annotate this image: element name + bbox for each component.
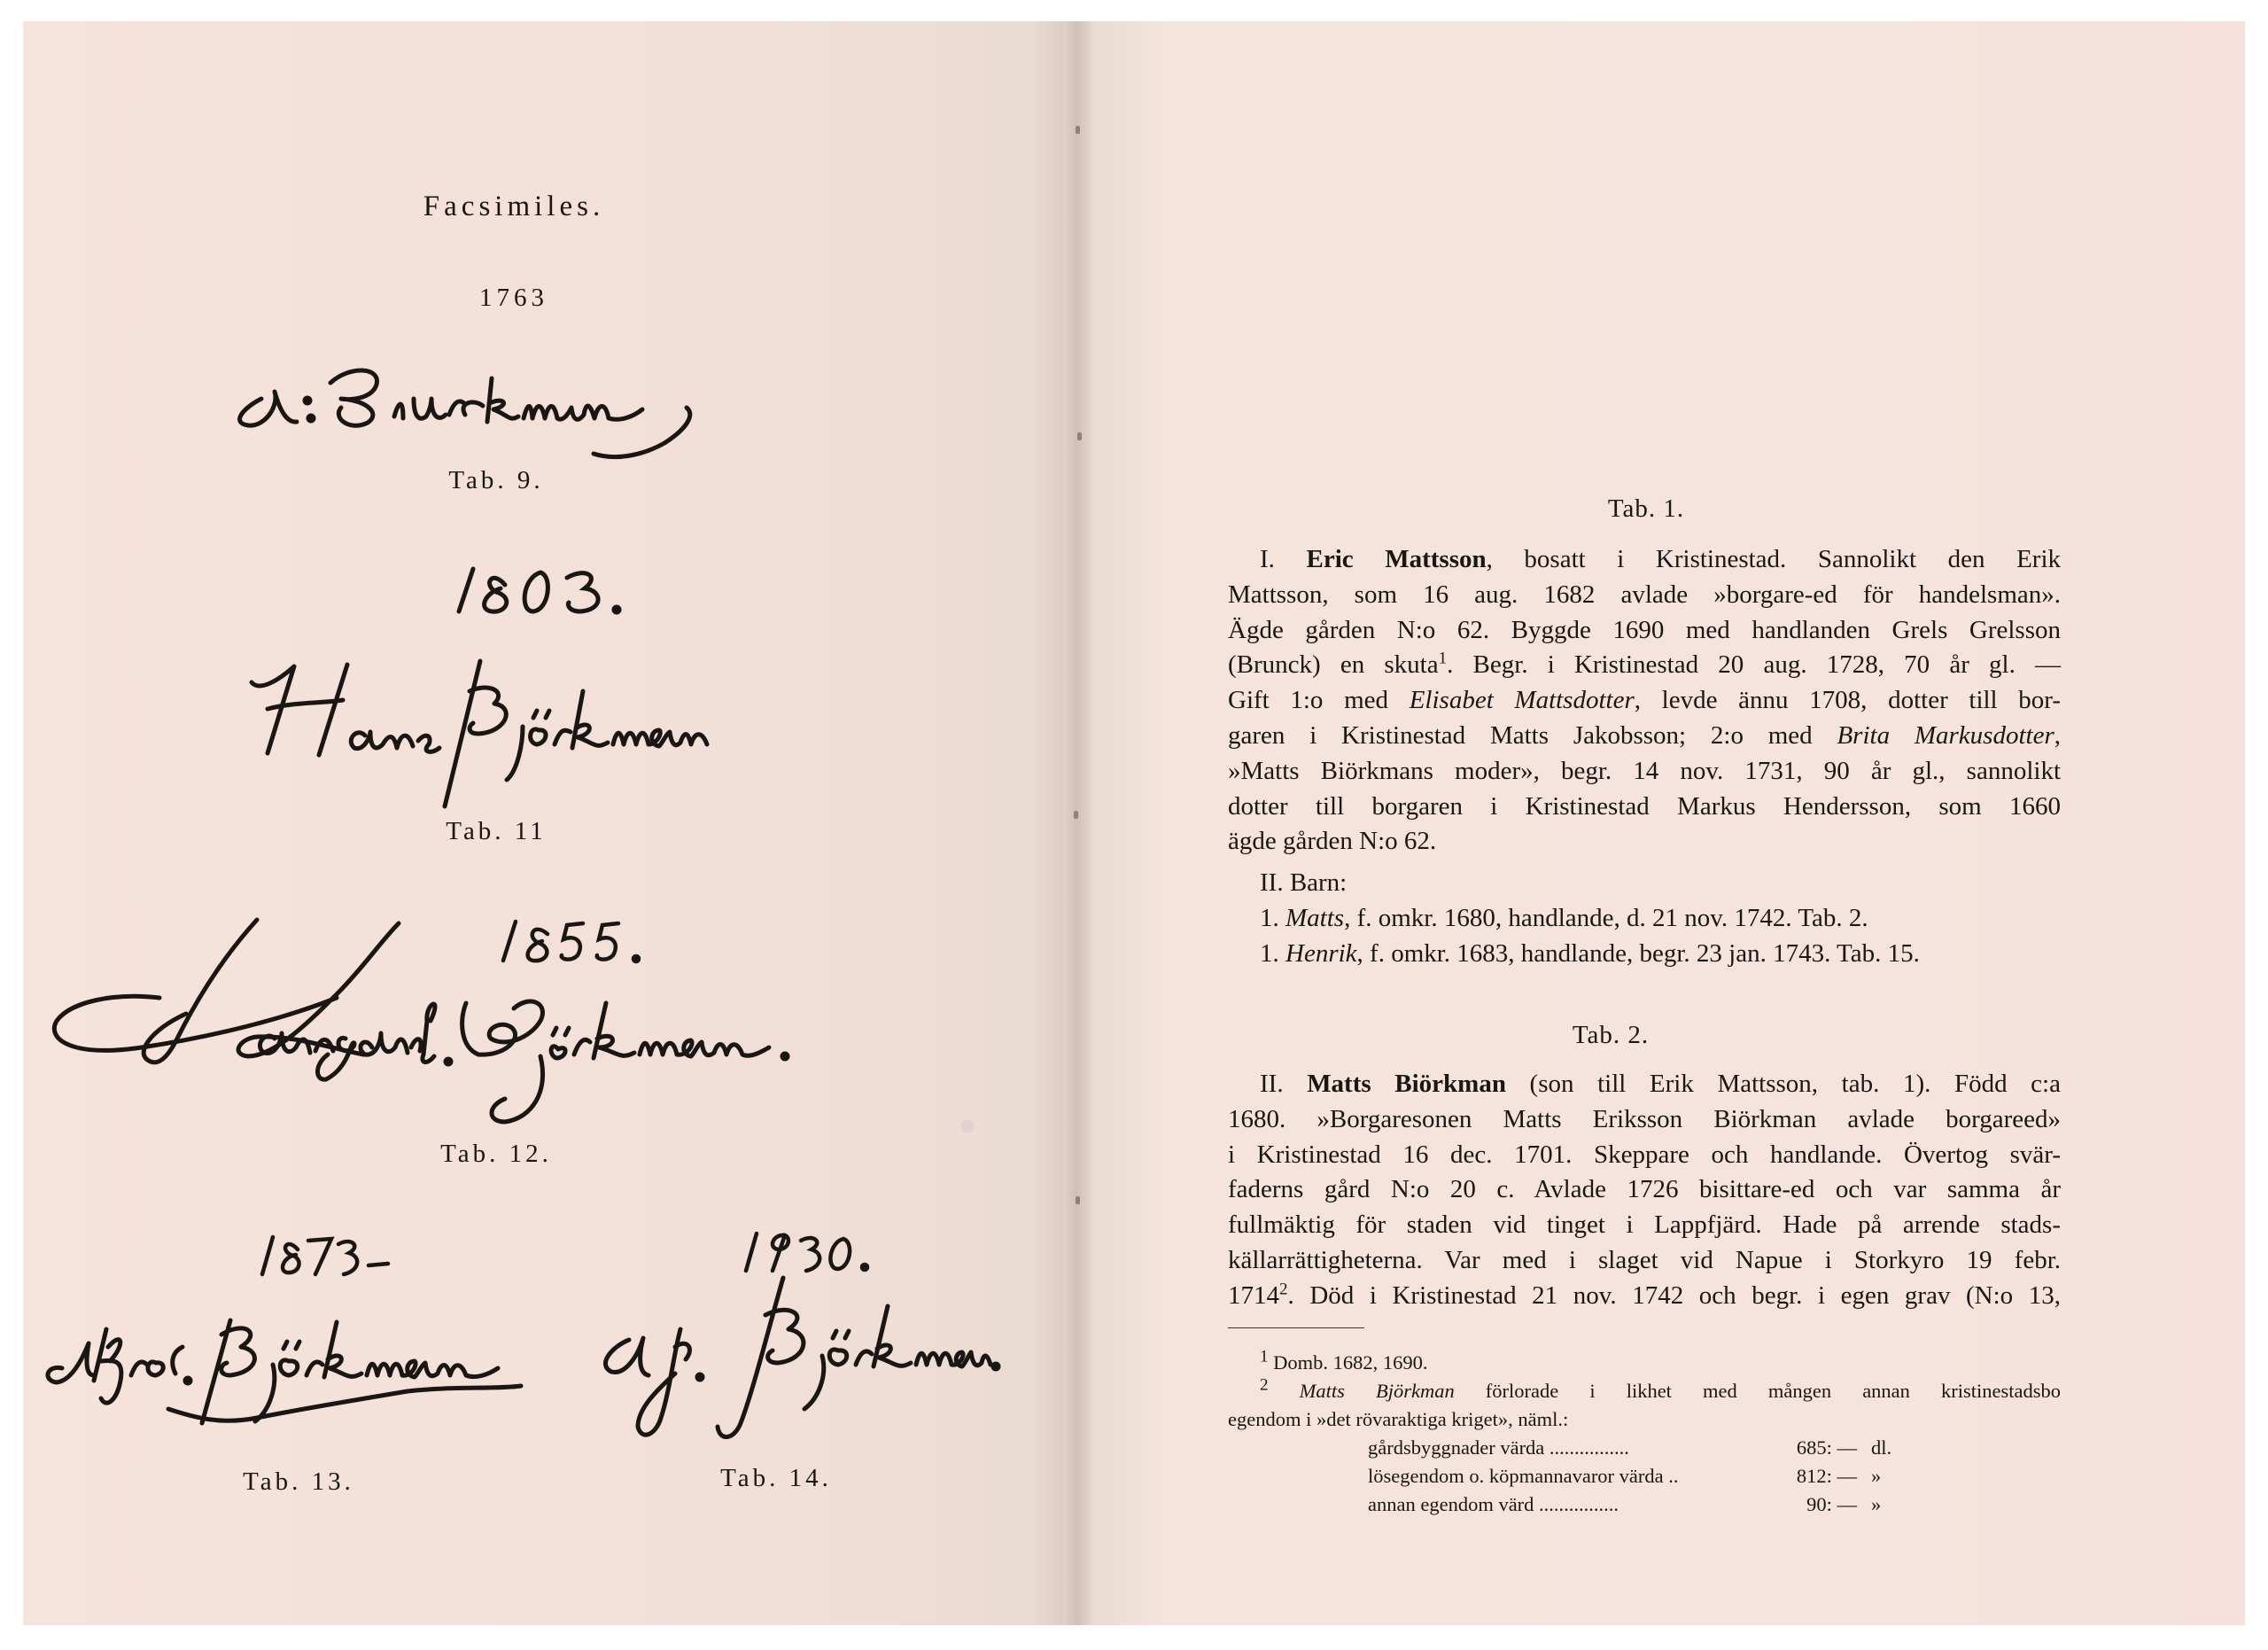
binding-stitch — [1077, 432, 1082, 440]
row-label: gårdsbyggnader värda ................ — [1368, 1436, 1629, 1459]
binding-stitch — [1076, 1196, 1080, 1204]
footnote-mark: 2 — [1260, 1375, 1269, 1395]
signature-tab11 — [241, 656, 773, 824]
item-number: 1. — [1260, 939, 1279, 968]
row-label: lösegendom o. köpmannavaror värda .. — [1368, 1465, 1679, 1487]
text-line: , levde ännu 1708, dotter till bor- — [1634, 686, 2062, 715]
caption-tab12: Tab. 12. — [440, 1140, 552, 1168]
table-row — [1368, 1490, 1917, 1519]
text-line: fullmäktig för staden vid tinget i Lappfjärd. Hade på arrende stads- — [1228, 1210, 2061, 1240]
person-name: Brita Markusdotter — [1837, 720, 2054, 750]
text-line: Gift 1:o med — [1228, 686, 1410, 715]
person-name: Matts — [1285, 904, 1345, 932]
text-line: »Matts Biörkmans moder», begr. 14 nov. 1731, 90 år gl., sannolikt — [1228, 756, 2061, 785]
children-heading: II. Barn: — [1260, 868, 1348, 897]
footnote-rule — [1228, 1327, 1364, 1328]
row-label: annan egendom värd ................ — [1368, 1493, 1619, 1515]
signature-year-1803 — [452, 558, 647, 629]
person-name: Elisabet Mattsdotter — [1409, 686, 1635, 715]
row-unit: dl. — [1871, 1436, 1892, 1459]
text-line: , — [2054, 720, 2061, 750]
paragraph-tab2 — [1228, 1067, 2061, 1314]
footnote-ref: 2 — [1279, 1280, 1288, 1299]
row-amount: 90: — — [1806, 1493, 1857, 1515]
table-row — [1368, 1434, 1917, 1462]
item-text: , f. omkr. 1680, handlande, d. 21 nov. 1742. Tab. 2. — [1344, 904, 1868, 932]
caption-tab13: Tab. 13. — [243, 1467, 354, 1496]
text-line: dotter till borgaren i Kristinestad Markus Hendersson, som 1660 — [1228, 791, 2061, 821]
footnote-ref: 1 — [1438, 649, 1448, 668]
footnote-text: Domb. 1682, 1690. — [1273, 1351, 1428, 1374]
text-line: Ägde gården N:o 62. Byggde 1690 med handlanden Grels Grelsson — [1228, 615, 2061, 644]
list-item — [1228, 900, 1920, 936]
text-line: . Död i Kristinestad 21 nov. 1742 och begr. i egen grav (N:o 13, — [1287, 1280, 2061, 1310]
book-gutter — [1063, 21, 1093, 1625]
paragraph-tab1 — [1228, 542, 2061, 860]
text-line: 1680. »Borgaresonen Matts Eriksson Biörkman avlade borgareed» — [1228, 1104, 2061, 1133]
caption-tab11: Tab. 11 — [446, 817, 547, 845]
signature-tab13 — [35, 1276, 567, 1453]
row-amount: 812: — — [1796, 1465, 1857, 1487]
item-number: 1. — [1260, 904, 1279, 932]
caption-tab9: Tab. 9. — [448, 466, 544, 494]
text-line: (son till Erik Mattsson, tab. 1). Född c:a — [1505, 1070, 2061, 1098]
text-line: 1714 — [1228, 1280, 1279, 1310]
row-amount: 685: — — [1796, 1436, 1857, 1459]
person-name: Matts Biörkman — [1307, 1070, 1506, 1098]
text-line: Mattsson, som 16 aug. 1682 avlade »borgare-ed för handelsman». — [1228, 580, 2061, 609]
footnotes — [1228, 1349, 2061, 1434]
heading-tab2: Tab. 2. — [1572, 1021, 1650, 1049]
binding-stitch — [1076, 126, 1080, 134]
binding-stitch — [1074, 811, 1078, 819]
children-list — [1228, 865, 1920, 971]
person-name: Matts Björkman — [1299, 1380, 1455, 1402]
person-name: Eric Mattsson — [1306, 545, 1487, 573]
text-line: , bosatt i Kristinestad. Sannolikt den Erik — [1486, 545, 2061, 573]
signature-year-1873 — [257, 1230, 399, 1283]
text-line: garen i Kristinestad Matts Jakobsson; 2:o med — [1228, 720, 1837, 750]
item-text: , f. omkr. 1683, handlande, begr. 23 jan. 1743. Tab. 15. — [1356, 939, 1920, 968]
signature-tab14 — [576, 1267, 1001, 1453]
list-item — [1228, 936, 1920, 971]
table-row — [1368, 1462, 1917, 1490]
text-line: . Begr. i Kristinestad 20 aug. 1728, 70 år gl. — — [1447, 650, 2061, 680]
paper-spot — [960, 1120, 975, 1132]
text-line: faderns gård N:o 20 c. Avlade 1726 bisittare-ed och var samma år — [1228, 1175, 2061, 1204]
text-line: ägde gården N:o 62. — [1228, 827, 1437, 856]
footnote-text: förlorade i likhet med mången annan kristinestadsbo — [1454, 1380, 2062, 1402]
generation-number: II. — [1260, 1070, 1284, 1098]
text-line: källarrättigheterna. Var med i slaget vid Napue i Storkyro 19 febr. — [1228, 1245, 2061, 1274]
heading-tab1: Tab. 1. — [1607, 494, 1685, 523]
page-title: Facsimiles. — [423, 191, 605, 222]
generation-number: I. — [1260, 545, 1275, 573]
signature-tab9 — [226, 330, 793, 463]
row-unit: » — [1871, 1465, 1882, 1487]
signature-year: 1763 — [479, 284, 548, 312]
caption-tab14: Tab. 14. — [720, 1464, 832, 1492]
text-line: (Brunck) en skuta — [1228, 650, 1439, 680]
person-name: Henrik — [1285, 939, 1357, 968]
property-table — [1368, 1434, 1917, 1519]
footnote-mark: 1 — [1260, 1347, 1269, 1366]
signature-tab12 — [44, 906, 1019, 1127]
row-unit: » — [1871, 1493, 1882, 1515]
footnote-text: egendom i »det rövaraktiga kriget», näml.: — [1228, 1408, 1569, 1430]
text-line: i Kristinestad 16 dec. 1701. Skeppare och handlande. Övertog svär- — [1228, 1140, 2061, 1169]
